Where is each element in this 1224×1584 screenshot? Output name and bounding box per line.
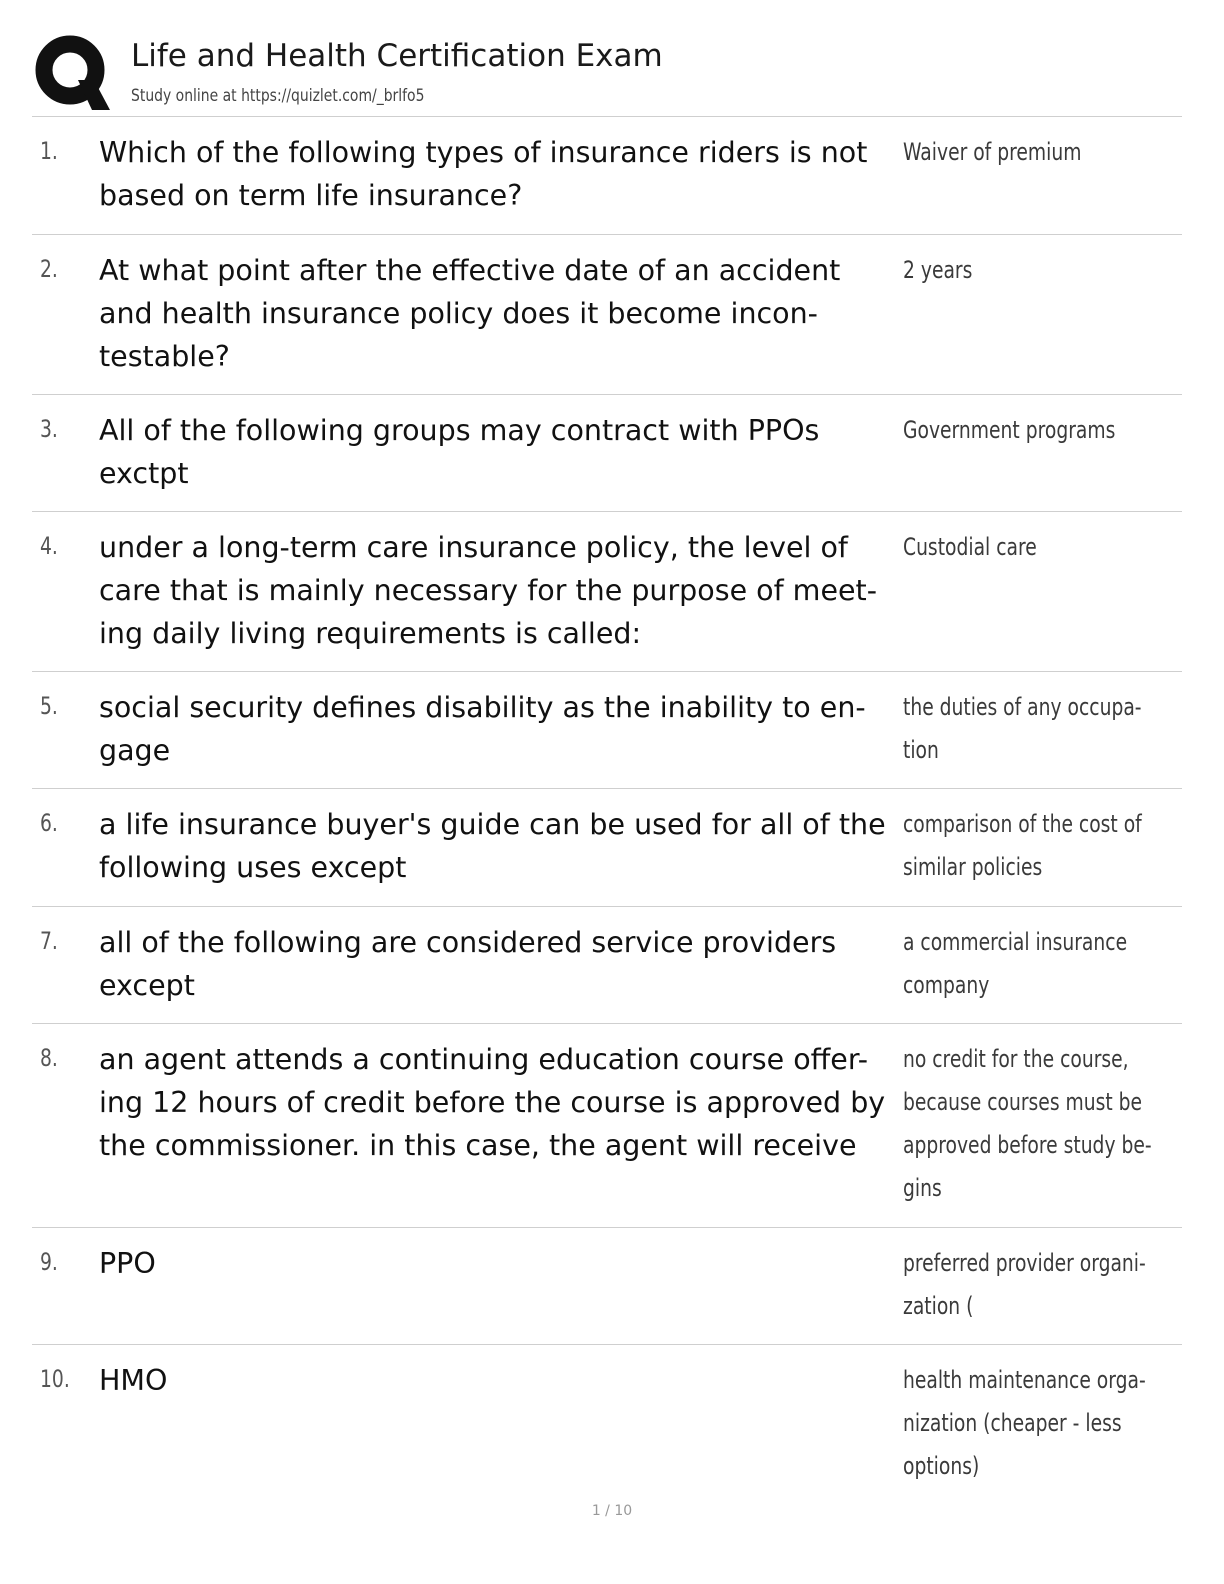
card-term: HMO: [99, 1364, 168, 1397]
flashcard-row: [32, 235, 1182, 395]
card-term: All of the following groups may contract with PPOs exctpt: [99, 414, 820, 490]
flashcard-row: [32, 672, 1182, 789]
card-number: 6.: [40, 809, 58, 837]
card-number: 4.: [40, 532, 58, 560]
page-number: 1 / 10: [591, 1503, 633, 1519]
card-number: 2.: [40, 255, 58, 283]
flashcard-row: [32, 1228, 1182, 1345]
card-term: At what point after the effective date of an accident and health insurance policy does it become incon-testable?: [99, 254, 841, 373]
card-definition: health maintenance orga-nization (cheaper - less options): [903, 1366, 1146, 1480]
card-definition: Government programs: [903, 416, 1116, 444]
page-title: Life and Health Certification Exam: [131, 38, 663, 74]
card-term: a life insurance buyer's guide can be used for all of the following uses except: [99, 808, 886, 884]
card-number: 7.: [40, 927, 58, 955]
card-definition: a commercial insurance company: [903, 928, 1128, 999]
page-header: [32, 30, 1182, 116]
flashcard-row: [32, 789, 1182, 907]
card-definition: preferred provider organi-zation (: [903, 1249, 1146, 1320]
card-term: social security defines disability as the inability to en-gage: [99, 691, 866, 767]
card-definition: the duties of any occupa-tion: [903, 693, 1142, 764]
card-definition: Custodial care: [903, 533, 1037, 561]
card-term: an agent attends a continuing education course offer-ing 12 hours of credit before the course is approved by the commissioner. in this case, the agent will receive: [99, 1043, 886, 1162]
card-number: 5.: [40, 692, 58, 720]
quizlet-logo-icon: [34, 34, 110, 110]
card-number: 3.: [40, 415, 58, 443]
card-number: 10.: [40, 1365, 70, 1393]
card-definition: 2 years: [903, 256, 973, 284]
card-term: all of the following are considered service providers except: [99, 926, 837, 1002]
flashcard-row: [32, 395, 1182, 512]
card-number: 9.: [40, 1248, 58, 1276]
card-definition: Waiver of premium: [903, 138, 1082, 166]
card-term: under a long-term care insurance policy, the level of care that is mainly necessary for the purpose of meet-ing daily living requirements is called:: [99, 531, 877, 650]
card-definition: comparison of the cost of similar policies: [903, 810, 1142, 881]
flashcard-row: [32, 117, 1182, 235]
study-online-link[interactable]: Study online at https://quizlet.com/_brlfo5: [131, 86, 425, 106]
flashcard-row: [32, 1024, 1182, 1228]
card-term: Which of the following types of insurance riders is not based on term life insurance?: [99, 136, 868, 212]
flashcard-row: [32, 512, 1182, 672]
card-number: 8.: [40, 1044, 58, 1072]
card-definition: no credit for the course, because courses must be approved before study be-gins: [903, 1045, 1152, 1202]
card-term: PPO: [99, 1247, 156, 1280]
flashcard-row: [32, 907, 1182, 1024]
card-number: 1.: [40, 137, 58, 165]
flashcard-row: [32, 1345, 1182, 1490]
